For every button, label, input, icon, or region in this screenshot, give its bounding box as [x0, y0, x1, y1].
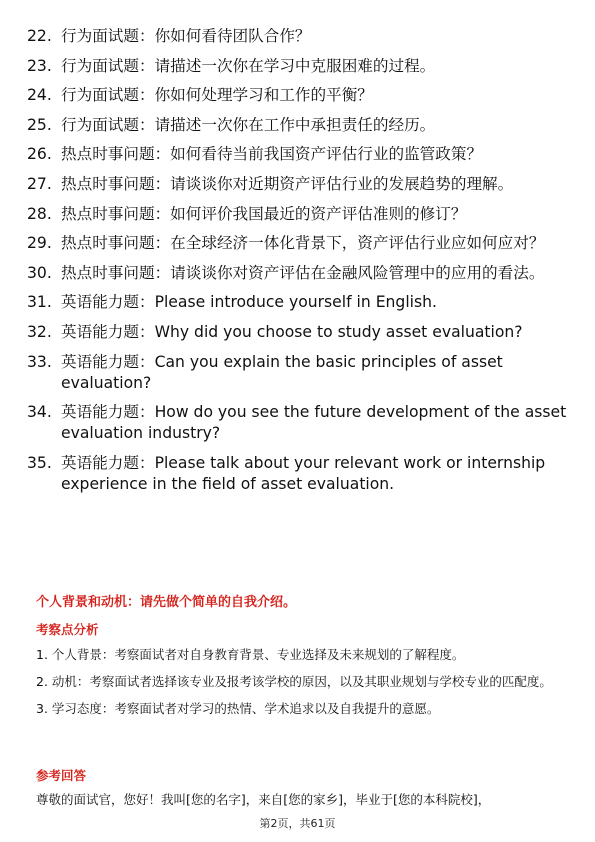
section-heading: 个人背景和动机：请先做个简单的自我介绍。	[36, 595, 297, 610]
question-text: 热点时事问题：如何评价我国最近的资产评估准则的修订？	[61, 204, 467, 223]
question-item	[27, 322, 567, 343]
question-item	[27, 144, 567, 165]
question-text: 热点时事问题：请谈谈你对资产评估在金融风险管理中的应用的看法。	[61, 263, 545, 282]
question-number: 25.	[27, 115, 52, 134]
analysis-item: 1. 个人背景：考察面试者对自身教育背景、专业选择及未来规划的了解程度。	[36, 647, 465, 662]
question-item	[27, 26, 567, 47]
question-item	[27, 204, 567, 225]
question-item	[27, 174, 567, 195]
question-text: 热点时事问题：如何看待当前我国资产评估行业的监管政策？	[61, 145, 483, 164]
question-item	[27, 402, 567, 444]
page-footer: 第2页，共61页	[259, 817, 336, 830]
question-number: 29.	[27, 234, 52, 253]
question-item	[27, 352, 567, 394]
question-number: 28.	[27, 204, 52, 223]
question-number: 31.	[27, 293, 52, 312]
analysis-item: 3. 学习态度：考察面试者对学习的热情、学术追求以及自我提升的意愿。	[36, 701, 440, 716]
question-text: 英语能力题：Why did you choose to study asset evaluation?	[61, 322, 523, 341]
focus-analysis-heading: 考察点分析	[36, 622, 99, 637]
question-number: 34.	[27, 403, 52, 422]
question-item	[27, 115, 567, 136]
question-number: 27.	[27, 174, 52, 193]
question-item	[27, 292, 567, 313]
question-text: 英语能力题：How do you see the future development of the asset evaluation industry?	[61, 403, 567, 443]
question-item	[27, 263, 567, 284]
question-number: 22.	[27, 27, 52, 45]
question-text: 英语能力题：Please introduce yourself in English.	[61, 293, 437, 312]
question-text: 热点时事问题：请谈谈你对近期资产评估行业的发展趋势的理解。	[61, 174, 514, 193]
reference-answer-text: 尊敬的面试官，您好！我叫[您的名字]，来自[您的家乡]，毕业于[您的本科院校]，	[36, 792, 491, 807]
question-text: 英语能力题：Can you explain the basic principles of asset evaluation?	[61, 352, 503, 392]
question-text: 行为面试题：你如何处理学习和工作的平衡？	[61, 86, 373, 105]
question-text: 英语能力题：Please talk about your relevant work or internship experience in the field of asset evaluation.	[61, 453, 546, 493]
question-text: 行为面试题：请描述一次你在工作中承担责任的经历。	[61, 115, 436, 134]
question-text: 行为面试题：请描述一次你在学习中克服困难的过程。	[61, 56, 436, 75]
question-item	[27, 453, 567, 495]
question-number: 30.	[27, 263, 52, 282]
question-number: 26.	[27, 145, 52, 164]
question-item	[27, 233, 567, 254]
question-number: 23.	[27, 56, 52, 75]
question-item	[27, 85, 567, 106]
reference-answer-heading: 参考回答	[36, 768, 87, 783]
question-text: 行为面试题：你如何看待团队合作？	[61, 27, 311, 45]
question-list	[27, 26, 567, 503]
question-number: 24.	[27, 86, 52, 105]
analysis-list	[36, 641, 562, 722]
analysis-item: 2. 动机：考察面试者选择该专业及报考该学校的原因，以及其职业规划与学校专业的匹配度。	[36, 674, 552, 689]
question-number: 32.	[27, 322, 52, 341]
question-text: 热点时事问题：在全球经济一体化背景下，资产评估行业应如何应对？	[61, 234, 545, 253]
question-number: 33.	[27, 352, 52, 371]
question-number: 35.	[27, 453, 52, 472]
question-item	[27, 56, 567, 77]
